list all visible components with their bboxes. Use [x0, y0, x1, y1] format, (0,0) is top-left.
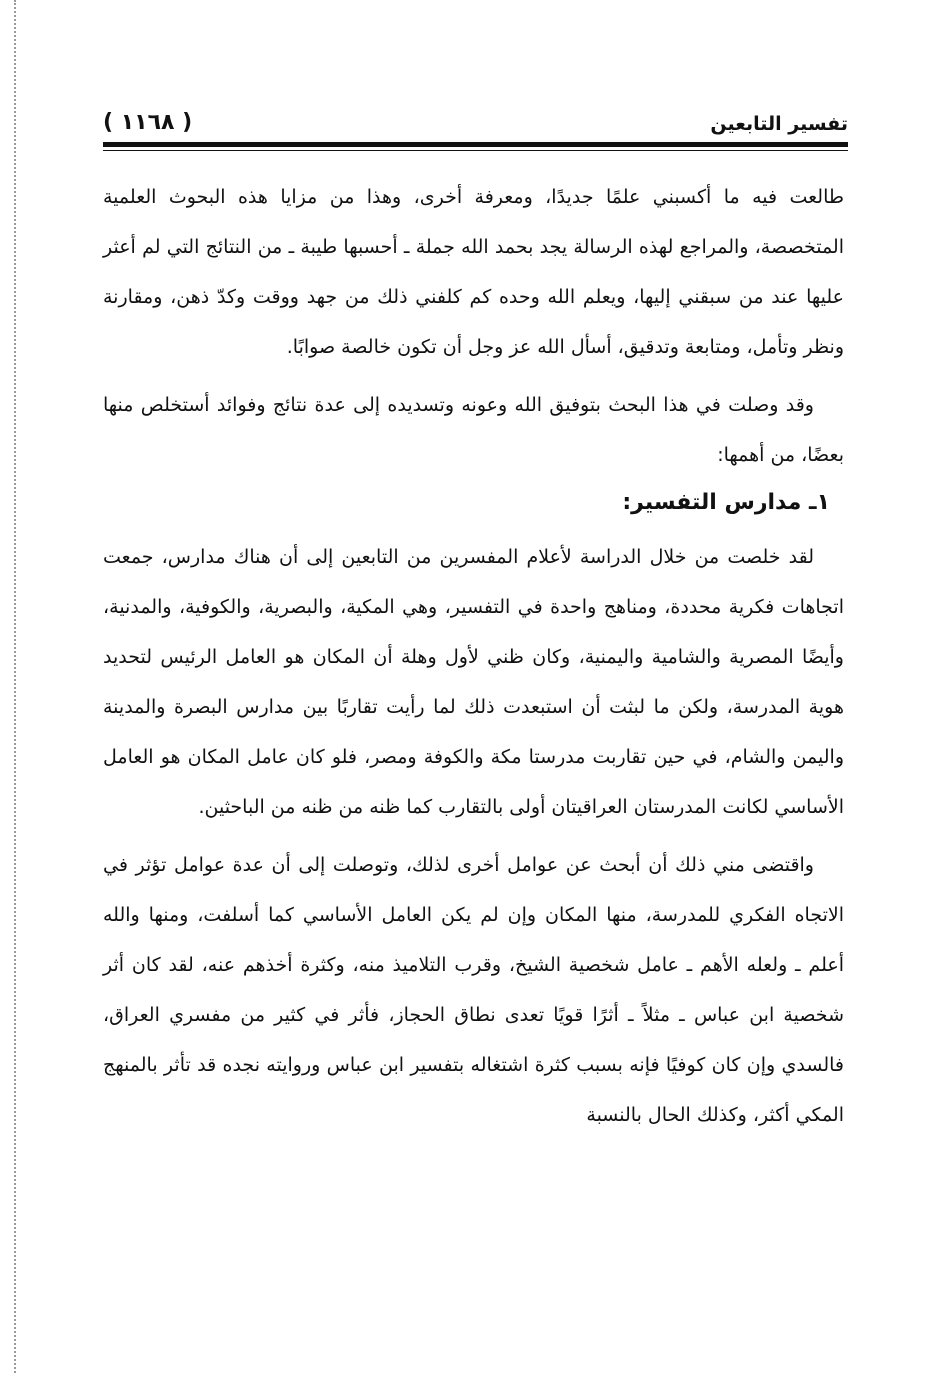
body-paragraph: واقتضى مني ذلك أن أبحث عن عوامل أخرى لذلك، وتوصلت إلى أن عدة عوامل تؤثر في الاتجاه الفكري للمدرسة، منها المكان وإن لم يكن العامل الأساسي كما أسلفت، ومنها والله أعلم ـ ولعله الأهم ـ عامل شخصية الشيخ، وقرب التلاميذ منه، وكثرة أخذهم عنه، لقد كان أثر شخصية ابن عباس ـ مثلاً ـ أثرًا قويًا تعدى نطاق الحجاز، فأثر في كثير من مفسري العراق، فالسدي وإن كان كوفيًا فإنه بسبب كثرة اشتغاله بتفسير ابن عباس وروايته نجده قد تأثر بالمنهج المكي أكثر، وكذلك الحال بالنسبة: [103, 854, 844, 1126]
body-paragraph: لقد خلصت من خلال الدراسة لأعلام المفسرين من التابعين إلى أن هناك مدارس، جمعت اتجاهات فكرية محددة، ومناهج واحدة في التفسير، وهي المكية، والبصرية، والكوفية، والمدنية، وأيضًا المصرية والشامية واليمنية، وكان ظني لأول وهلة أن المكان هو العامل الرئيس لتحديد هوية المدرسة، ولكن ما لبثت أن استبعدت ذلك لما رأيت تقاربًا بين مدارس البصرة والمدينة واليمن والشام، في حين تقاربت مدرستا مكة والكوفة ومصر، فلو كان عامل المكان هو العامل الأساسي لكانت المدرستان العراقيتان أولى بالتقارب كما ظنه من ظنه من الباحثين.: [103, 546, 844, 818]
header-rule-thick: [103, 142, 848, 147]
body-paragraph: وقد وصلت في هذا البحث بتوفيق الله وعونه وتسديده إلى عدة نتائج وفوائد أستخلص منها بعضًا، من أهمها:: [103, 394, 844, 466]
body-paragraph: طالعت فيه ما أكسبني علمًا جديدًا، ومعرفة أخرى، وهذا من مزايا هذه البحوث العلمية المتخصصة، والمراجع لهذه الرسالة يجد بحمد الله جملة ـ أحسبها طيبة ـ من النتائج التي لم أعثر عليها عند من سبقني إليها، ويعلم الله وحده كم كلفني ذلك من جهد ووقت وكدّ ذهن، ومقارنة ونظر وتأمل، ومتابعة وتدقيق، أسأل الله عز وجل أن تكون خالصة صوابًا.: [103, 186, 844, 358]
scan-edge-dotted-line: [14, 0, 16, 1373]
header-rule-thin: [103, 150, 848, 151]
page-header: [103, 108, 848, 142]
page-number: ( ١١٦٨ ): [103, 110, 193, 135]
section-heading: ١ـ مدارس التفسير:: [622, 490, 830, 515]
running-title: تفسير التابعين: [710, 113, 848, 135]
page-body: [103, 172, 844, 1140]
